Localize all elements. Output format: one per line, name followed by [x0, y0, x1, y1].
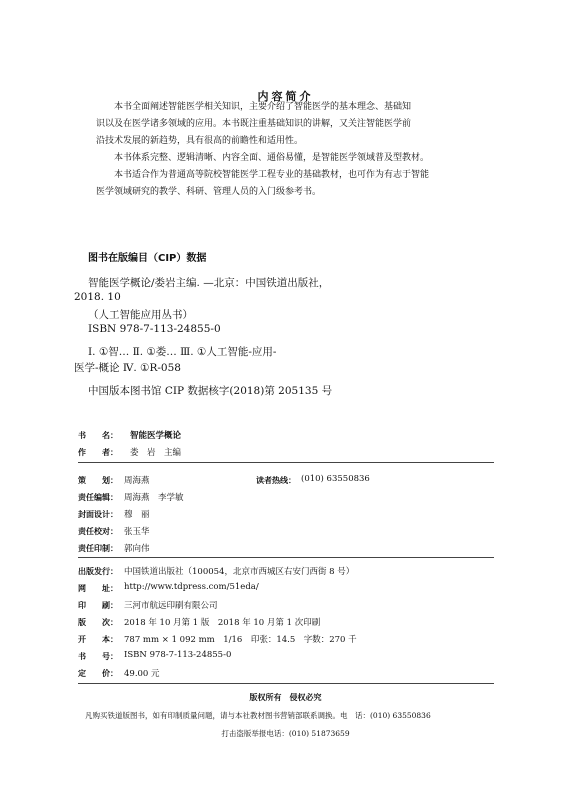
editor-value: 周海燕 李学敏 [124, 493, 184, 503]
printer-label: 印 刷： [78, 601, 118, 610]
price-value: 49.00 元 [124, 669, 160, 679]
planner-value: 周海燕 [124, 476, 150, 486]
website-label: 网 址： [78, 584, 118, 593]
isbn-value: ISBN 978-7-113-24855-0 [124, 650, 232, 660]
edition-value: 2018 年 10 月第 1 版 2018 年 10 月第 1 次印刷 [124, 618, 321, 628]
hotline-label: 读者热线： [256, 476, 296, 485]
book-title-label: 书 名： [78, 431, 118, 440]
price-label: 定 价： [78, 669, 118, 678]
printer-value: 三河市航远印刷有限公司 [124, 601, 218, 611]
publisher-label: 出版发行： [78, 567, 118, 576]
summary-line-6: 医学领域研究的教学、科研、管理人员的入门级参考书。 [96, 187, 322, 197]
summary-line-2: 识以及在医学诸多领域的应用。本书既注重基础知识的讲解，又关注智能医学前 [96, 119, 412, 129]
cip-line-1: 智能医学概论/娄岩主编. —北京：中国铁道出版社， [88, 277, 330, 289]
cip-line-5: Ⅰ. ①智… Ⅱ. ①娄… Ⅲ. ①人工智能-应用- [88, 346, 277, 358]
edition-label: 版 次： [78, 618, 118, 627]
publisher-value: 中国铁道出版社（100054，北京市西城区右安门西街 8 号） [124, 567, 355, 577]
divider-3 [78, 683, 494, 684]
cip-catalog-line: 中国版本图书馆 CIP 数据核字(2018)第 205135 号 [88, 385, 333, 397]
cover-design-label: 封面设计： [78, 510, 118, 519]
editor-label: 责任编辑： [78, 493, 118, 502]
print-supervisor-label: 责任印制： [78, 544, 118, 553]
isbn-label: 书 号： [78, 652, 118, 661]
summary-title: 内容简介 [257, 90, 314, 103]
piracy-report-line: 打击盗版举报电话：(010) 51873659 [221, 729, 350, 738]
summary-line-5: 本书适合作为普通高等院校智能医学工程专业的基础教材，也可作为有志于智能 [114, 170, 430, 180]
cip-line-2: 2018. 10 [74, 291, 121, 303]
hotline-value: (010) 63550836 [301, 474, 370, 484]
cover-design-value: 穆 丽 [124, 510, 150, 520]
summary-line-1: 本书全面阐述智能医学相关知识，主要介绍了智能医学的基本理念、基础知 [114, 102, 412, 112]
cip-line-6: 医学-概论 Ⅳ. ①R-058 [74, 362, 181, 374]
cip-line-3: （人工智能应用丛书） [88, 309, 193, 321]
proofreader-label: 责任校对： [78, 527, 118, 536]
proofreader-value: 张玉华 [124, 527, 150, 537]
divider-2 [78, 557, 494, 558]
website-value: http://www.tdpress.com/51eda/ [124, 582, 259, 592]
planner-label: 策 划： [78, 476, 118, 485]
format-label: 开 本： [78, 635, 118, 644]
print-supervisor-value: 郭向伟 [124, 544, 150, 554]
cip-heading: 图书在版编目（CIP）数据 [88, 253, 207, 264]
format-value: 787 mm × 1 092 mm 1/16 印张：14.5 字数：270 千 [124, 635, 357, 645]
summary-line-4: 本书体系完整、逻辑清晰、内容全面、通俗易懂，是智能医学领域普及型教材。 [114, 153, 430, 163]
book-author-value: 娄 岩 主编 [130, 448, 182, 458]
book-author-label: 作 者： [78, 448, 118, 457]
divider-1 [78, 462, 494, 463]
summary-line-3: 沿技术发展的新趋势，具有很高的前瞻性和适用性。 [96, 136, 304, 146]
cip-line-4: ISBN 978-7-113-24855-0 [88, 323, 221, 335]
book-title-value: 智能医学概论 [130, 431, 182, 441]
copyright-notice: 版权所有 侵权必究 [249, 693, 322, 702]
quality-notice: 凡购买铁道版图书，如有印制质量问题，请与本社教材图书营销部联系调换。电 话：(010) 63550836 [85, 711, 431, 720]
